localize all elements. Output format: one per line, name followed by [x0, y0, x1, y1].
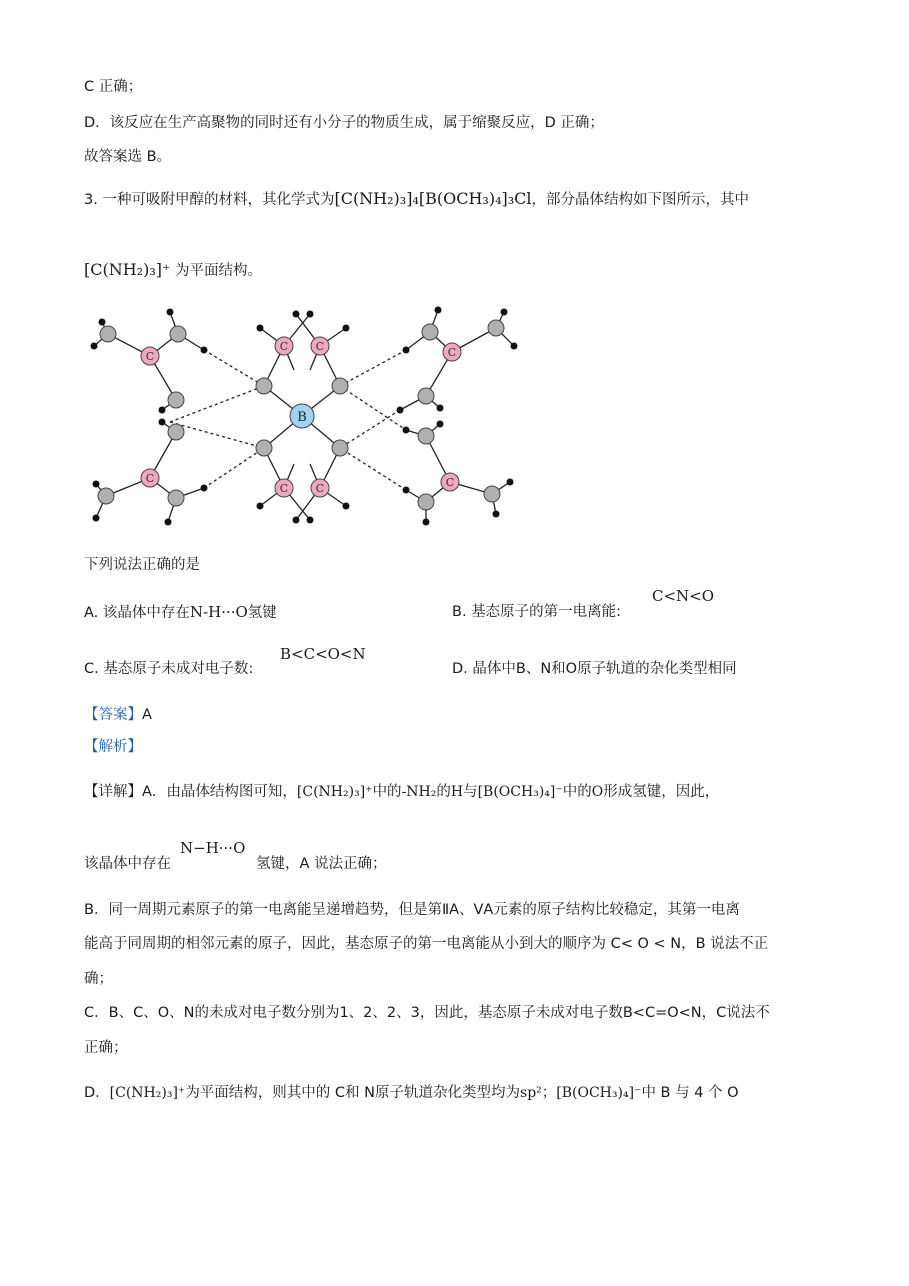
explain-c-line2: 正确；: [84, 1040, 128, 1056]
text-line-d-statement: D．该反应在生产高聚物的同时还有小分子的物质生成，属于缩聚反应，D 正确；: [84, 115, 604, 131]
carbon-label: C: [315, 482, 325, 495]
explain-a-formula-o: O: [591, 784, 604, 800]
explain-a-formula-h: H: [450, 784, 464, 800]
explain-a-mid3: 与: [463, 784, 478, 800]
carbon-label: C: [279, 340, 289, 353]
explain-d-formula-sp2: sp²: [520, 1085, 542, 1101]
carbon-label: C: [145, 350, 155, 363]
option-d: D. 晶体中B、N和O原子轨道的杂化类型相同: [452, 661, 737, 677]
explain-c-line1: C．B、C、O、N的未成对电子数分别为1、2、2、3，因此，基态原子未成对电子数B<C=O<N，C说法不: [84, 1005, 770, 1021]
explain-a-mid2: 的: [436, 784, 451, 800]
option-c: [84, 659, 253, 679]
option-c-formula: B<C<O<N: [280, 645, 366, 663]
explain-b-line2: 能高于同周期的相邻元素的原子，因此，基态原子的第一电离能从小到大的顺序为 C< O < N，B 说法不正: [84, 936, 769, 952]
option-c-text: C. 基态原子未成对电子数:: [84, 661, 254, 677]
carbon-label: C: [315, 340, 325, 353]
answer-line: [84, 705, 152, 725]
explain-a-mid1: 中的: [372, 784, 402, 800]
question-prompt: 下列说法正确的是: [84, 557, 200, 573]
explain-a-line1: [84, 782, 719, 802]
explain-b-line3: 确；: [84, 971, 113, 987]
question-3-stem: [84, 189, 749, 210]
cation-formula: [C(NH₂)₃]⁺: [84, 260, 171, 279]
explain-a-tail: 形成氢键，因此，: [603, 784, 720, 800]
question-3-formula: [C(NH₂)₃]₄[B(OCH₃)₄]₃Cl: [334, 189, 532, 208]
explain-d-sep: ；: [541, 1085, 557, 1101]
explain-d-mid: 为平面结构，则其中的 C和 N原子轨道杂化类型均为: [185, 1085, 521, 1101]
explain-a-formula-nh2: -NH₂: [401, 784, 437, 800]
option-a-formula: N-H···O: [189, 603, 248, 621]
explain-d-formula-cation: [C(NH₂)₃]⁺: [109, 1085, 186, 1101]
answer-tag: 【答案】: [84, 707, 142, 723]
hydrogen-bond-lines: [170, 350, 406, 490]
text-line-c-correct: C 正确；: [84, 79, 143, 95]
explain-b-line1: B．同一周期元素原子的第一电离能呈递增趋势，但是第ⅡA、ⅤA元素的原子结构比较稳定，其第一电离: [84, 902, 740, 918]
question-3-prefix: 3. 一种可吸附甲醇的材料，其化学式为: [84, 192, 335, 208]
planar-structure-text: 为平面结构。: [175, 263, 263, 279]
text-line-answer-b: 故答案选 B。: [84, 149, 172, 165]
boron-label: B: [297, 410, 307, 425]
explain-a2-prefix: 该晶体中存在: [84, 856, 171, 872]
explain-d-tail: 中 B 与 4 个 O: [641, 1085, 739, 1101]
question-3-stem-line2: [84, 260, 262, 281]
option-a-tail: 氢键: [247, 605, 277, 621]
explain-a2-tail: 氢键，A 说法正确；: [256, 856, 387, 872]
carbon-label: C: [447, 346, 457, 359]
analysis-tag: [84, 737, 142, 757]
crystal-structure-figure: [84, 300, 524, 532]
option-b-formula: C<N<O: [652, 587, 715, 605]
carbon-label: C: [145, 472, 155, 485]
explain-d-prefix: D．: [84, 1085, 110, 1101]
explain-d-formula-anion: [B(OCH₃)₄]⁻: [556, 1085, 642, 1101]
option-a-text: A. 该晶体中存在: [84, 605, 190, 621]
question-3-suffix: ，部分晶体结构如下图所示，其中: [531, 192, 749, 208]
explain-a-mid4: 中的: [562, 784, 592, 800]
analysis-tag-text: 【解析】: [84, 739, 142, 755]
carbon-label: C: [279, 482, 289, 495]
explain-a-prefix: 【详解】A．由晶体结构图可知，: [84, 784, 297, 800]
option-b: [452, 602, 621, 622]
explain-a-line2: [84, 854, 171, 874]
answer-value: A: [142, 707, 152, 723]
carbon-label: C: [445, 476, 455, 489]
option-a: [84, 602, 277, 623]
explain-a2-formula: N−H···O: [180, 839, 246, 857]
explain-a-formula-cation: [C(NH₂)₃]⁺: [296, 784, 373, 800]
explain-d-line1: [84, 1083, 739, 1103]
option-b-text: B. 基态原子的第一电离能:: [452, 604, 622, 620]
explain-a-formula-anion: [B(OCH₃)₄]⁻: [477, 784, 563, 800]
